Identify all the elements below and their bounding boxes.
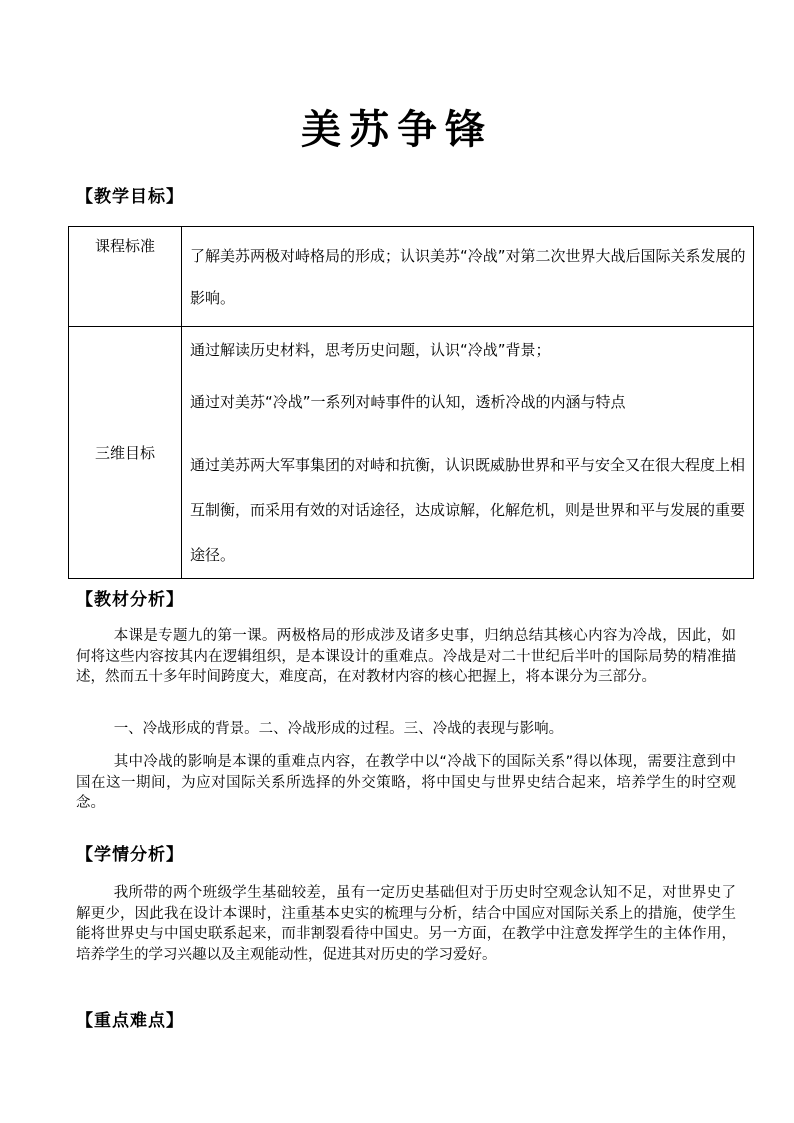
material-analysis-paragraph: 其中冷战的影响是本课的重难点内容，在教学中以“冷战下的国际关系”得以体现，需要注意到中国在这一期间，为应对国际关系所选择的外交策略，将中国史与世界史结合起来，培养学生的时空观念。 — [76, 754, 736, 811]
section-heading-teaching-goals: 【教学目标】 — [76, 187, 184, 207]
three-dimensional-goals-label: 三维目标 — [69, 327, 182, 579]
student-analysis-paragraph: 我所带的两个班级学生基础较差，虽有一定历史基础但对于历史时空观念认知不足，对世界史了解更少，因此我在设计本课时，注重基本史实的梳理与分析，结合中国应对国际关系上的措施，使学生能将世界史与中国史联系起来，而非割裂看待中国史。另一方面，在教学中注意发挥学生的主体作用，培养学生的学习兴趣以及主观能动性，促进其对历史的学习爱好。 — [76, 885, 736, 963]
section-heading-material-analysis: 【教材分析】 — [76, 590, 184, 610]
goal-item: 通过美苏两大军事集团的对峙和抗衡，认识既威胁世界和平与安全又在很大程度上相互制衡，而采用有效的对话途径，达成谅解，化解危机，则是世界和平与发展的重要途径。 — [190, 456, 746, 564]
section-heading-student-analysis: 【学情分析】 — [76, 845, 184, 865]
table-row — [69, 227, 754, 327]
goal-item: 通过解读历史材料，思考历史问题，认识“冷战”背景； — [190, 341, 551, 359]
material-analysis-paragraph: 一、冷战形成的背景。二、冷战形成的过程。三、冷战的表现与影响。 — [113, 721, 564, 737]
document-title: 美苏争锋 — [301, 106, 493, 153]
goal-item: 通过对美苏“冷战”一系列对峙事件的认知，透析冷战的内涵与特点 — [190, 393, 626, 411]
material-analysis-paragraph: 本课是专题九的第一课。两极格局的形成涉及诸多史事，归纳总结其核心内容为冷战，因此，如何将这些内容按其内在逻辑组织，是本课设计的重难点。冷战是对二十世纪后半叶的国际局势的精准描述，然而五十多年时间跨度大，难度高，在对教材内容的核心把握上，将本课分为三部分。 — [76, 628, 736, 685]
section-heading-key-points: 【重点难点】 — [76, 1011, 184, 1031]
curriculum-standard-cell — [182, 227, 754, 327]
curriculum-standard-label: 课程标准 — [69, 227, 182, 327]
goals-table — [68, 226, 754, 579]
three-dimensional-goals-cell — [182, 327, 754, 579]
table-row — [69, 327, 754, 579]
curriculum-standard-text: 了解美苏两极对峙格局的形成；认识美苏“冷战”对第二次世界大战后国际关系发展的影响。 — [190, 247, 746, 307]
